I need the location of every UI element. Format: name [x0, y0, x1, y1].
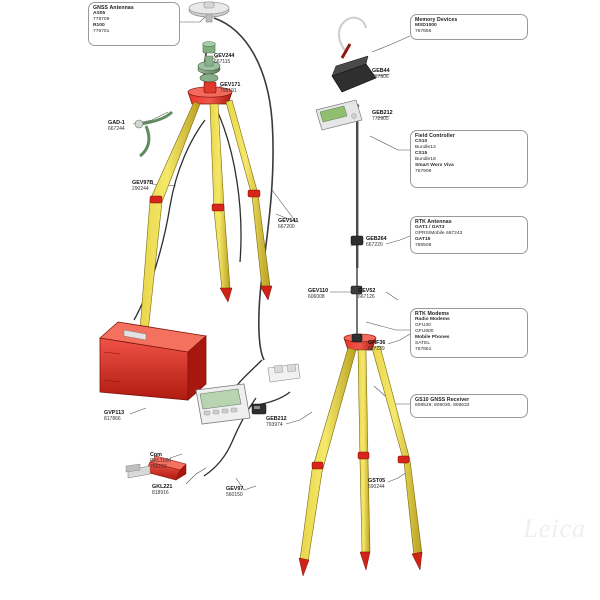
part-code: GEV97B [132, 180, 154, 186]
part-code: GEB212 [266, 416, 287, 422]
part-code: GEV110 [308, 288, 329, 294]
gnss-antenna-as05 [189, 2, 229, 22]
callout-line: 808529, 808030, 808633 [415, 403, 470, 409]
charger-gkl [268, 364, 300, 382]
gs-receiver-unit [316, 100, 362, 130]
callout-title: Field Controller [415, 133, 455, 139]
part-label-geb212-right [372, 110, 393, 122]
part-number: 667244 [108, 126, 125, 133]
part-code: GVP113 [104, 410, 125, 416]
callout-line: MSD1000 [415, 23, 437, 29]
part-label-gad-1 [108, 120, 125, 132]
gs10-receiver-right [332, 18, 376, 92]
part-label-ghf36 [368, 340, 385, 352]
part-number: 767806 [372, 74, 389, 81]
callout-line: 767861 [415, 347, 432, 353]
part-number: 667239 [368, 346, 385, 353]
part-label-gst05 [368, 478, 385, 490]
part-code: GEB264 [366, 236, 387, 242]
callout-line: SATEL [415, 341, 431, 347]
part-code: GAD-1 [108, 120, 125, 126]
part-number: GKL1000 [150, 458, 172, 465]
part-code: GEV171 [220, 82, 241, 88]
part-number: 817866 [104, 416, 121, 423]
part-code: GKL221 [152, 484, 173, 490]
callout-title: RTK Antennas [415, 219, 452, 225]
callout-line: 776701 [93, 29, 110, 35]
part-code: GEB44 [372, 68, 390, 74]
tripod-right [299, 334, 422, 576]
callout-rtk-modems[interactable] [410, 308, 528, 358]
tripod-left [138, 82, 272, 346]
callout-rtk-antennas[interactable] [410, 216, 528, 254]
callout-line: 767856 [415, 29, 432, 35]
callout-title: GS10 GNSS Receiver [415, 397, 470, 403]
part-label-gev97b [132, 180, 153, 192]
callout-line: CS10 [415, 139, 428, 145]
part-label-gev110 [308, 288, 328, 300]
callout-title: GNSS Antennas [93, 5, 134, 11]
part-label-gvp113 [104, 410, 124, 422]
part-number: 590244 [368, 484, 385, 491]
part-code: Cpm [150, 452, 162, 458]
gad-1-arm [135, 112, 172, 156]
part-code: GEV52 [358, 288, 376, 294]
part-label-geb212-controller [266, 416, 287, 428]
part-label-gkl221 [152, 484, 172, 496]
field-controller-cs15 [196, 384, 250, 424]
callout-field-controller[interactable] [410, 130, 528, 188]
callout-line: Bundle13 [415, 145, 436, 151]
transport-case-gvp113 [100, 322, 206, 400]
callout-line: GPRS/Mobile 667243 [415, 231, 463, 237]
part-number: 772905 [372, 116, 389, 123]
part-code: GEB212 [372, 110, 393, 116]
callout-line: 778709 [93, 17, 110, 23]
battery-geb212 [252, 404, 266, 414]
callout-gnss-antennas[interactable] [88, 2, 180, 46]
part-label-geb44 [372, 68, 390, 80]
part-number: 667220 [366, 242, 383, 249]
part-number: 667200 [278, 224, 295, 231]
callout-line: CS15 [415, 151, 428, 157]
part-number: 560150 [226, 492, 243, 499]
part-code: GEV141 [278, 218, 299, 224]
callout-line: GAT15 [415, 237, 431, 243]
callout-title: Memory Devices [415, 17, 458, 23]
callout-line: GAT1 / GAT3 [415, 225, 445, 231]
watermark: Leica [523, 514, 586, 543]
part-label-gev244 [214, 53, 234, 65]
callout-line: Radio Modems [415, 317, 450, 323]
part-number: 290244 [132, 186, 149, 193]
part-label-gev52 [358, 288, 375, 300]
callout-line: 780508 [415, 243, 432, 249]
part-label-gev141 [278, 218, 298, 230]
callout-line: Bundle18 [415, 157, 436, 163]
part-number: 667115 [214, 59, 231, 66]
callout-memory-devices[interactable] [410, 14, 528, 40]
callout-line: R100 [93, 23, 105, 29]
part-number: 667126 [358, 294, 375, 301]
part-number-extra: 766152 [150, 464, 167, 471]
part-number: 793974 [266, 422, 283, 429]
part-number: 606008 [308, 294, 325, 301]
callout-line: AS05 [93, 11, 106, 17]
callout-line: Smart Worx Viva [415, 163, 454, 169]
callout-line: 767909 [415, 169, 432, 175]
part-code: GHF36 [368, 340, 386, 346]
part-code: GST05 [368, 478, 386, 484]
callout-line: GFU30 [415, 323, 431, 329]
part-number: 818916 [152, 490, 169, 497]
part-label-gev171 [220, 82, 240, 94]
callout-title: RTK Modems [415, 311, 450, 317]
callout-line: Mobile Phones [415, 335, 450, 341]
part-code: GEV97 [226, 486, 244, 492]
callout-gs10-gnss-receiver[interactable] [410, 394, 528, 418]
part-label-geb242 [150, 452, 171, 470]
part-label-geb264 [366, 236, 387, 248]
part-number: 758191 [220, 88, 237, 95]
part-code: GEV244 [214, 53, 235, 59]
part-label-gev97 [226, 486, 243, 498]
callout-line: GFU800 [415, 329, 434, 335]
